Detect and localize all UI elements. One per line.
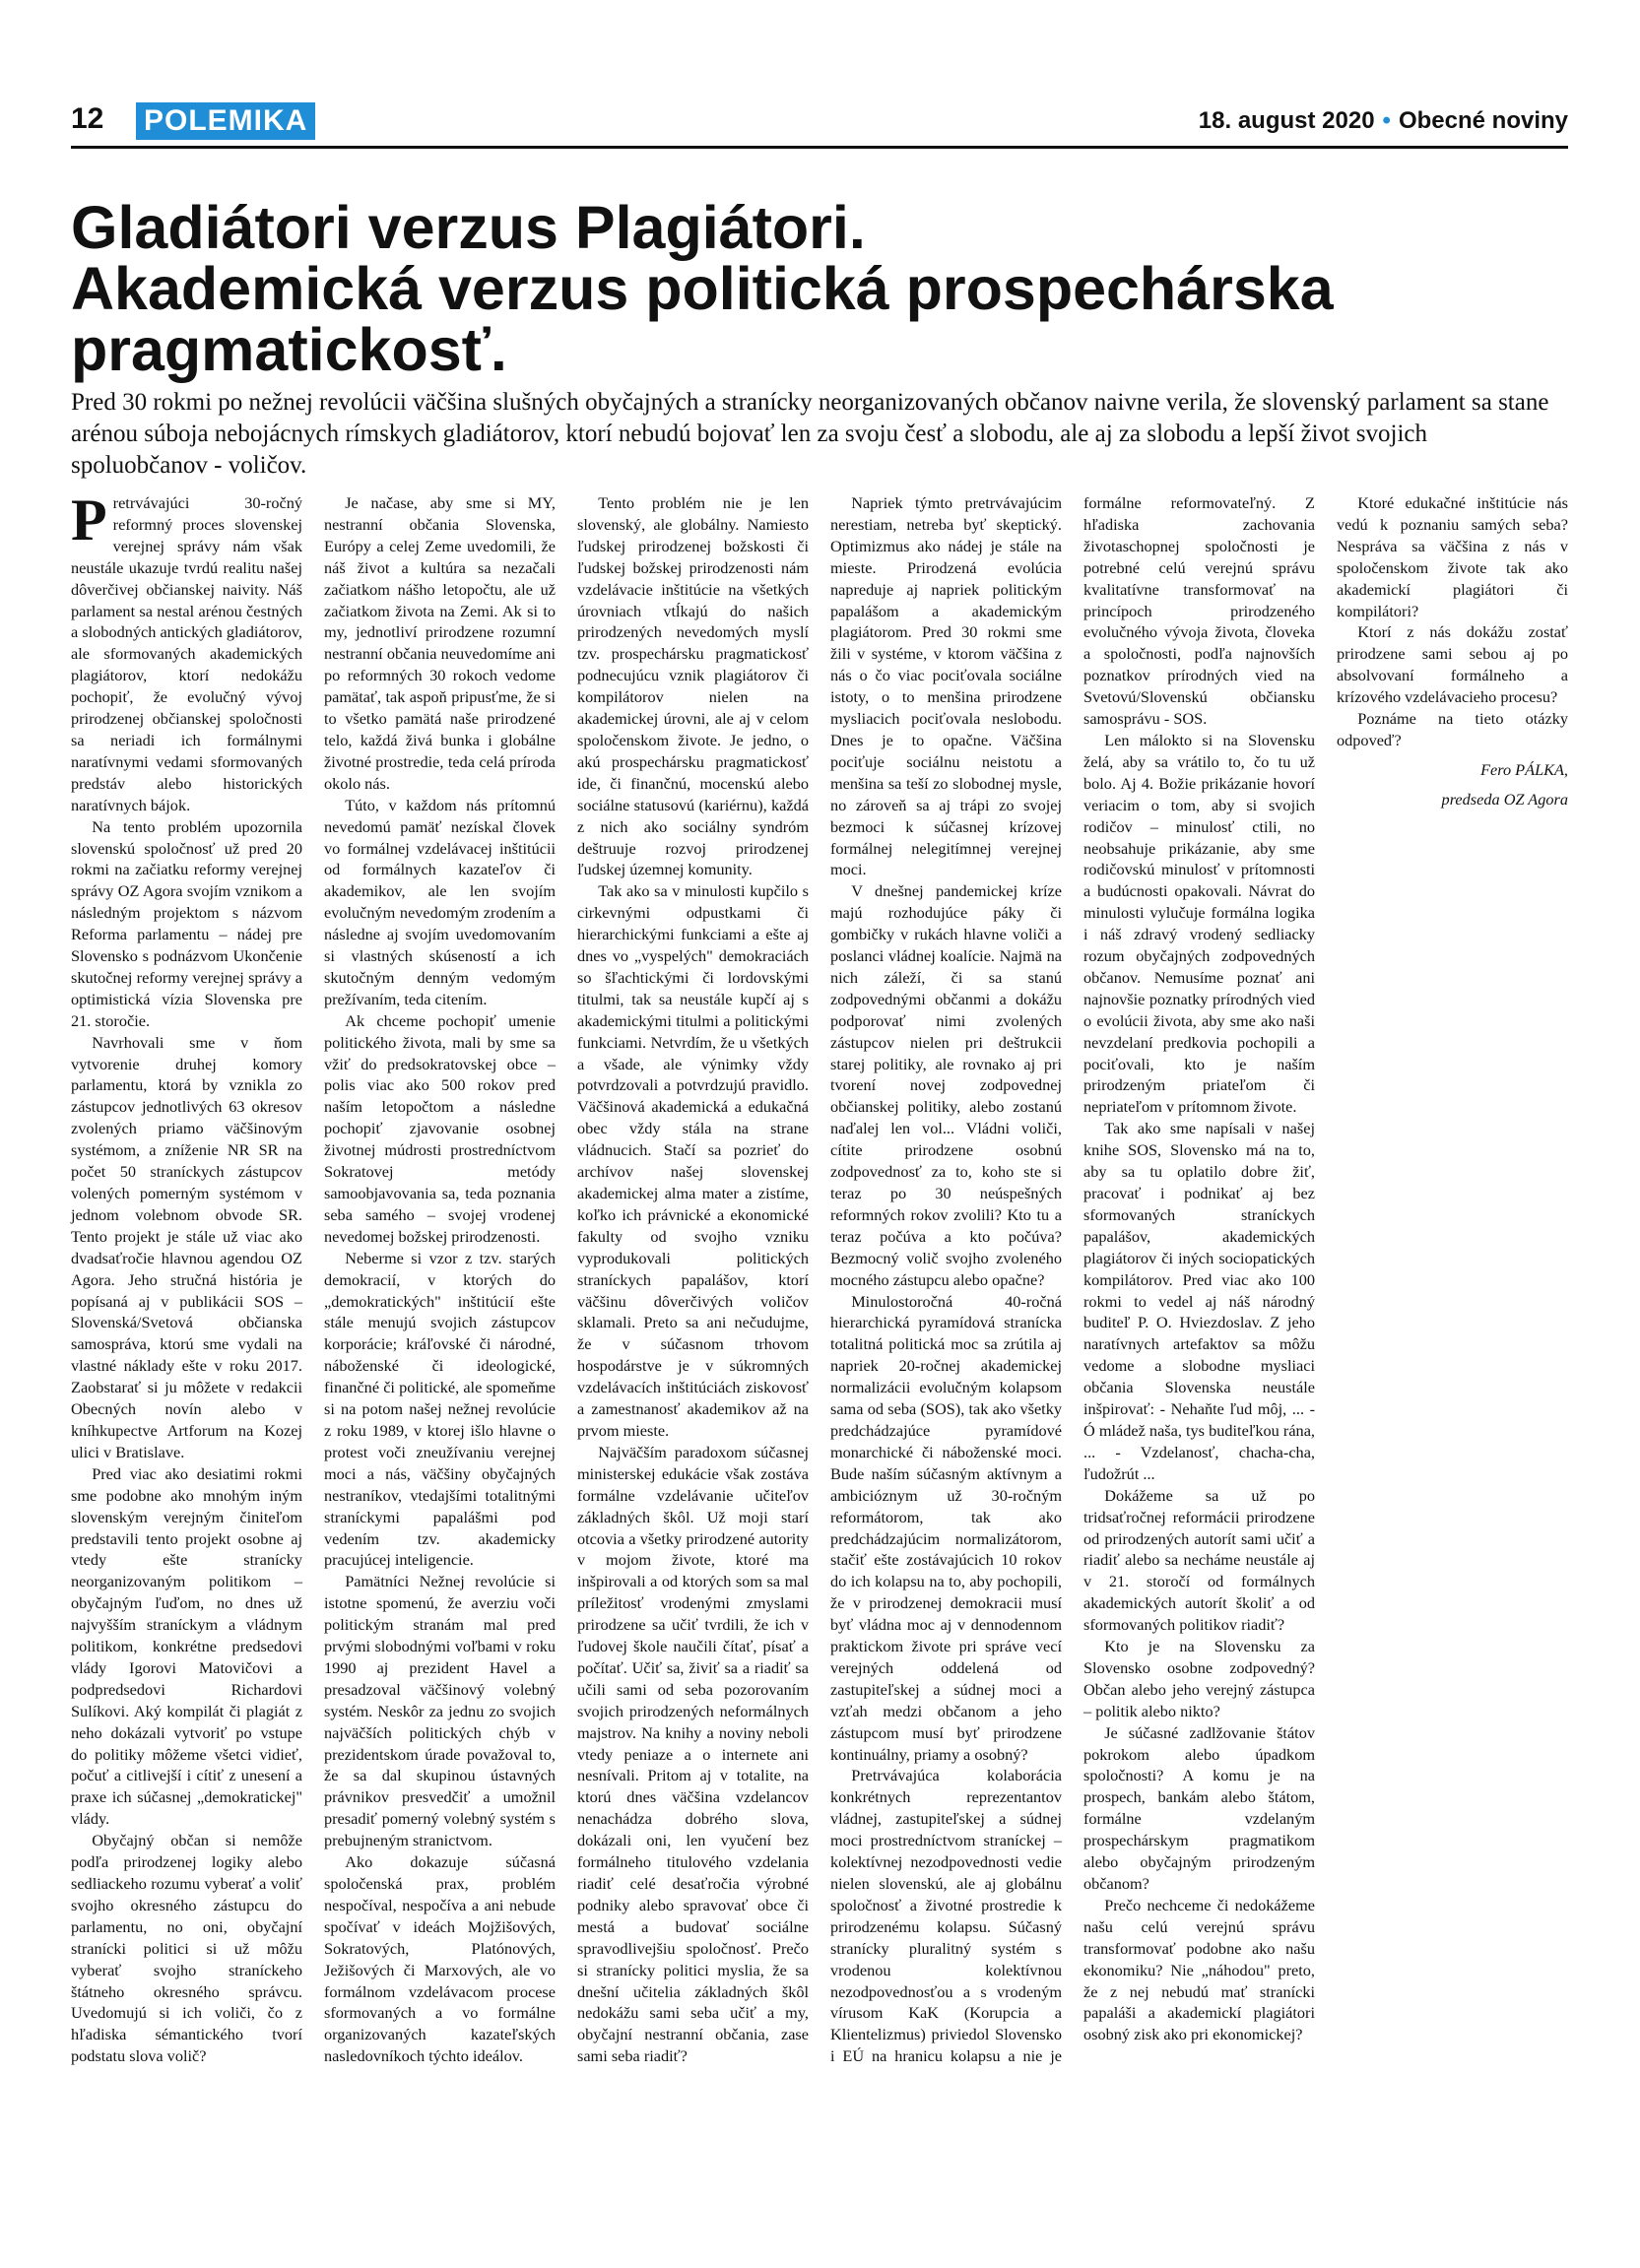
paragraph-text: retrvávajúci 30-ročný reformný proces slovenskej verejnej správy nám však neustále ukazuje tvrdú realitu našej dôverčivej občianskej naivity. Náš parlament sa nestal arénou čestných a slobodných antických gladiátorov, ale sformovaných akademických plagiátorov, ktorí nedokážu pochopiť, že evolučný vývoj prirodzenej občianskej spoločnosti sa neriadi ich formálnymi naratívnymi vedami sformovaných predstáv alebo historických naratívnych bájok. bbox=[71, 493, 302, 814]
issue-date: 18. august 2020 bbox=[1198, 107, 1375, 134]
title-line: pragmatickosť. bbox=[71, 316, 507, 383]
article-paragraph: Je načase, aby sme si MY, nestranní občania Slovenska, Európy a celej Zeme uvedomili, že náš život a kultúra sa nezačali začiatkom nášho letopočtu, ale už začiatkom života na Zemi. Ak si to my, jednotliví prirodzene rozumní nestranní občania neuvedomíme ani po reformných 30 rokoch vedome pamätať, tak aspoň pripusťme, že si to všetko pamätá naše prirodzené telo, každá živá bunka i globálne životné prostredie, teda celá príroda okolo nás. bbox=[324, 493, 556, 793]
article-paragraph: Ktorí z nás dokážu zostať prirodzene sami sebou aj po absolvovaní formálneho a krízového vzdelávacieho procesu? bbox=[1337, 622, 1568, 707]
article-lead: Pred 30 rokmi po nežnej revolúcii väčšina slušných obyčajných a stranícky neorganizovaných občanov naivne verila, že slovenský parlament sa stane arénou súboja nebojácnych rímskych gladiátorov, ktorí nebudú bojovať len za svoju česť a slobodu, ale aj za slobodu a lepší život svojich spoluobčanov - voličov. bbox=[71, 389, 1549, 479]
article-paragraph: Najväčším paradoxom súčasnej ministerskej edukácie však zostáva formálne vzdelávanie učiteľov základných škôl. Už moji starí otcovia a všetky prirodzené autority v mojom živote, ktoré ma inšpirovali a od ktorých som sa mal príležitosť vrodenými zmyslami prirodzene sa učiť tvrdili, že ich v ľudovej škole naučili čítať, písať a počítať. Učiť sa, živiť sa a riadiť sa učili sami od seba pozorovaním svojich prirodzených neformálnych majstrov. Na knihy a noviny neboli vtedy peniaze a o internete ani nesnívali. Pritom aj v totalite, na ktorú dnes väčšina vzdelancov nenachádza dobrého slova, dokázali oni, len vyučení bez formálneho titulového vzdelania riadiť celé desaťročia výrobné podniky alebo spravovať obce či mestá a budovať sociálne spravodlivejšiu spoločnosť. Prečo si stranícky politici myslia, že sa dnešní učitelia základných škôl nedokážu sami seba učiť a my, obyčajní nestranní občania, zase sami seba riadiť? bbox=[577, 1442, 809, 2066]
article-paragraph: Prečo nechceme či nedokážeme našu celú verejnú správu transformovať podobne ako našu ekonomiku? Nie „náhodou" preto, že z nej nebudú mať stranícki papaláši a akademickí plagiátori osobný zisk ako pri ekonomickej? bbox=[1083, 1895, 1315, 2044]
author-role: predseda OZ Agora bbox=[1441, 789, 1568, 809]
article-paragraph: Pamätníci Nežnej revolúcie si istotne spomenú, že averziu voči politickým stranám mal pred prvými slobodnými voľbami v roku 1990 aj prezident Havel a presadzoval väčšinový volebný systém. Neskôr za jednu zo svojich najväčších politických chýb v prezidentskom úrade považoval to, že sa dal skupinou ústavných právnikov presvedčiť a umožnil presadiť pomerný volebný systém s prebujneným stranictvom. bbox=[324, 1572, 556, 1850]
article-paragraph: Minulostoročná 40-ročná hierarchická pyramídová stranícka totalitná politická moc sa zrútila aj napriek 20-ročnej akademickej normalizácii evolučným kolapsom sama od seba (SOS), tak ako všetky predchádzajúce pyramídové monarchické či náboženské moci. Bude naším súčasným aktívnym a ambicióznym už 30-ročným reformátorom, tak ako predchádzajúcim normalizátorom, stačiť ešte zostávajúcich 10 rokov do ich kolapsu na to, aby pochopili, že v prirodzenej demokracii musí byť vládna moc aj v dennodennom praktickom živote pri správe vecí verejných oddelená od zastupiteľskej a súdnej moci a vzťah medzi občanom a jeho zástupcom musí byť prirodzene kontinuálny, priamy a osobný? bbox=[830, 1291, 1062, 1764]
page-header bbox=[71, 102, 1568, 144]
article-title bbox=[71, 194, 1568, 383]
article-paragraph: Napriek týmto pretrvávajúcim nerestiam, netreba byť skeptický. Optimizmus ako nádej je stále na mieste. Prirodzená evolúcia napreduje aj napriek politickým papalášom a akademickým plagiátorom. Pred 30 rokmi sme žili v systéme, v ktorom väčšina z nás o čo viac pociťovala sociálne istoty, o to menšina prirodzene mysliacich pociťovala neslobodu. Dnes je to opačne. Väčšina pociťuje sociálnu neistotu a menšina sa teší zo slobodnej mysle, no zároveň sa aj trápi zo svojej bezmoci k súčasnej krízovej formálnej nelegitímnej verejnej moci. bbox=[830, 493, 1062, 879]
article-paragraph bbox=[71, 487, 302, 816]
article-paragraph: Ak chceme pochopiť umenie politického života, mali by sme sa vžiť do predsokratovskej obce – polis viac ako 500 rokov pred naším letopočtom a následne pochopiť zjavovanie osobnej životnej múdrosti prostredníctvom Sokratovej metódy samoobjavovania sa, teda poznania seba samého – svojej vrodenej nevedomej božskej prirodzenosti. bbox=[324, 1010, 556, 1246]
article-paragraph: Kto je na Slovensku za Slovensko osobne zodpovedný? Občan alebo jeho verejný zástupca – politik alebo nikto? bbox=[1083, 1637, 1315, 1720]
author-signature: Fero PÁLKA, bbox=[1480, 759, 1568, 779]
article-paragraph: Túto, v každom nás prítomnú nevedomú pamäť nezískal človek vo formálnej vzdelávacej inštitúcii od formálnych kazateľov či akademikov, ale len svojím evolučným nevedomým zrodením a následne aj svojím uvedomovaním si vlastných skúseností a ich skutočným denným vedomým prežívaním, teda citením. bbox=[324, 795, 556, 1008]
article-paragraph: Neberme si vzor z tzv. starých demokracií, v ktorých do „demokratických" inštitúcií ešte stále menujú svojich zástupcov korporácie; kráľovské či národné, náboženské či ideologické, finančné či politické, ale spomeňme si na potom našej nežnej revolúcie z roku 1989, v ktorej išlo hlavne o protest voči zneužívaniu verejnej moci a nás, väčšiny obyčajných nestraníkov, vtedajšími totalitnými straníckymi papalášmi pod vedením tzv. akademicky pracujúcej inteligencie. bbox=[324, 1248, 556, 1570]
issue-info bbox=[1199, 102, 1568, 140]
article-paragraph: Ako dokazuje súčasná spoločenská prax, problém nespočíval, nespočíva a ani nebude spočívať v ideách Mojžišových, Sokratových, Platónových, Ježišových či Marxových, ale vo formálnom vzdelávacom procese sformovaných a vo formálne organizovaných kazateľských nasledovníkoch týchto ideálov. bbox=[324, 1852, 556, 2066]
article-paragraph: Dokážeme sa už po tridsaťročnej reformácii prirodzene od prirodzených autorít sami učiť a riadiť alebo sa necháme neustále aj v 21. storočí od formálnych akademických autorít školiť a od sformovaných politikov riadiť? bbox=[1083, 1485, 1315, 1635]
article-paragraph: Pred viac ako desiatimi rokmi sme podobne ako mnohým iným slovenským verejným činiteľom predstavili tento projekt osobne aj vtedy ešte stranícky neorganizovaným politikom – obyčajným ľuďom, no dnes už najvyšším straníckym a vládnym politikom, konkrétne predsedovi vlády Igorovi Matovičovi a podpredsedovi Richardovi Sulíkovi. Aký kompilát či plagiát z neho dokázali vytvoriť po vstupe do politiky môžeme všetci vidieť, počuť a citlivejší i cítiť z unesení a praxe ich súčasnej „demokratickej" vlády. bbox=[71, 1463, 302, 1829]
article-paragraph: Tak ako sme napísali v našej knihe SOS, Slovensko má na to, aby sa tu oplatilo dobre žiť, pracovať i podnikať aj bez sformovaných straníckych papalášov, akademických plagiátorov či iných sociopatických kompilátorov. Pred viac ako 100 rokmi to vedel aj náš národný buditeľ P. O. Hviezdoslav. Z jeho naratívnych artefaktov sa môžu vedome a slobodne mysliaci občania Slovenska neustále inšpirovať: - Nehaňte ľud môj, ... - Ó mládež naša, tys buditeľkou rána, ... - Vzdelanosť, chacha-cha, ľudožrút ... bbox=[1083, 1119, 1315, 1483]
article-paragraph: Obyčajný občan si nemôže podľa prirodzenej logiky alebo sedliackeho rozumu vyberať a voliť svojho okresného zástupcu do parlamentu, no oni, obyčajní stranícki politici si už môžu vyberať svojho straníckeho štátneho okresného správcu. Uvedomujú si ich voliči, čo z hľadiska sémantického tvorí podstatu slova volič? bbox=[71, 1831, 302, 2066]
article-paragraph: Poznáme na tieto otázky odpoveď? bbox=[1337, 709, 1568, 749]
article-paragraph: Na tento problém upozornila slovenskú spoločnosť už pred 20 rokmi na začiatku reformy verejnej správy OZ Agora svojím vznikom a následným projektom s názvom Reforma parlamentu – nádej pre Slovensko s podnázvom Ukončenie skutočnej reformy verejnej správy a optimistická vízia Slovenska pre 21. storočie. bbox=[71, 816, 302, 1030]
article-paragraph: V dnešnej pandemickej kríze majú rozhodujúce páky či gombičky v rukách hlavne voliči a poslanci vládnej koalície. Najmä na nich záleží, či sa stanú zodpovednými občanmi a dokážu podporovať nimi zvolených zástupcov nielen pri deštrukcii starej politiky, ale rovnako aj pri tvorení novej zodpovednej občianskej politiky, alebo zostanú naďalej len vol... Vládni voliči, cítite prirodzene osobnú zodpovednosť za to, koho ste si teraz po 30 neúspešných reformných rokov zvolili? Kto tu a teraz počúva a kto počúva? Bezmocný volič svojho zvoleného mocného zástupcu alebo opačne? bbox=[830, 881, 1062, 1289]
header-rule bbox=[71, 146, 1568, 149]
article-paragraph: Je súčasné zadlžovanie štátov pokrokom alebo úpadkom spoločnosti? A komu je na prospech, bankám alebo štátom, formálne vzdelaným prospechárskym pragmatikom alebo obyčajným prirodzeným občanom? bbox=[1083, 1722, 1315, 1893]
publication-name: Obecné noviny bbox=[1398, 107, 1568, 134]
article-body bbox=[71, 487, 1568, 2088]
article-paragraph: Len málokto si na Slovensku želá, aby sa vrátilo to, čo tu už bolo. Aj 4. Božie prikázanie hovorí veriacim o tom, aby si svojich rodičov – minulosť ctili, no neobsahuje prikázanie, aby sme rodičovskú minulosť v prítomnosti a budúcnosti opakovali. Návrat do minulosti vylučuje formálna logika i náš zdravý vrodený sedliacky rozum obyčajných zodpovedných občanov. Nemusíme poznať ani najnovšie poznatky prírodných vied o evolúcii života, aby sme ako naši nevzdelaní predkovia pochopili a pociťovali, kto je naším prirodzeným priateľom či nepriateľom v prítomnom živote. bbox=[1083, 730, 1315, 1117]
drop-cap: P bbox=[71, 487, 107, 552]
article-paragraph: Tak ako sa v minulosti kupčilo s cirkevnými odpustkami či hierarchickými funkciami a ešte aj dnes vo „vyspelých" demokraciách so šľachtickými či lordovskými titulmi, tak sa neustále kupčí aj s akademickými titulmi a politickými funkciami. Netvrdím, že u všetkých a všade, ale výnimky vždy potvrdzovali a potvrdzujú pravidlo. Väčšinová akademická a edukačná obec vždy stála na strane vládnucich. Stačí sa pozrieť do archívov našej slovenskej akademickej alma mater a zistíme, koľko ich právnické a ekonomické fakulty od svojho vzniku vyprodukovali politických straníckych papalášov, ktorí väčšinu dôverčivých voličov sklamali. Preto sa ani nečudujme, že v súčasnom trhovom hospodárstve je v súkromných vzdelávacích inštitúciách ziskovosť a zamestnanosť akademikov až na prvom mieste. bbox=[577, 881, 809, 1440]
section-label: POLEMIKA bbox=[136, 102, 315, 140]
separator-dot: • bbox=[1382, 107, 1391, 134]
title-line: Akademická verzus politická prospechárska bbox=[71, 255, 1334, 322]
article-paragraph: Navrhovali sme v ňom vytvorenie druhej komory parlamentu, ktorá by vznikla zo zástupcov jednotlivých 63 okresov zvolených priamo väčšinovým systémom, a zníženie NR SR na počet 50 straníckych zástupcov volených pomerným systémom v jednom volebnom obvode SR. Tento projekt je stále už viac ako dvadsaťročie hlavnou agendou OZ Agora. Jeho stručná história je popísaná aj v publikácii SOS – Slovenská/Svetová občianska samospráva, ktorú sme vydali na vlastné náklady ešte v roku 2017. Zaobstarať si ju môžete v redakcii Obecných novín alebo v kníhkupectve Artforum na Kozej ulici v Bratislave. bbox=[71, 1032, 302, 1461]
title-line: Gladiátori verzus Plagiátori. bbox=[71, 194, 866, 261]
article-paragraph: Tento problém nie je len slovenský, ale globálny. Namiesto ľudskej prirodzenej božskosti či ľudskej božskej prirodzenosti nám vzdelávacie inštitúcie na všetkých úrovniach vtĺkajú do našich prirodzených nevedomých myslí tzv. prospechársku pragmatickosť podnecujúcu vznik plagiátorov či kompilátorov nielen na akademickej úrovni, ale aj v celom spoločenskom živote. Je jedno, o akú prospechársku pragmatickosť ide, či finančnú, mocenskú alebo sociálne statusovú (kariérnu), každá z nich ako sociálny syndróm deštruuje rozvoj prirodzenej ľudskej územnej komunity. bbox=[577, 493, 809, 879]
page-number: 12 bbox=[71, 102, 104, 135]
article-paragraph: Pretrvávajúca kolaborácia konkrétnych reprezentantov vládnej, zastupiteľskej a súdnej moci prostredníctvom straníckej – kolektívnej nezodpovednosti vedie nielen slovenskú, ale aj globálnu spoločnosť a životné prostredie k prirodzenému kolapsu. Súčasný stranícky pluralitný systém s vrodenou kolektívnou nezodpovednosťou a s vrodeným vírusom KaK (Korupcia a Klientelizmus) priviedol Slovensko i EÚ na hranicu kolapsu a nie je formálne reformovateľný. Z hľadiska zachovania životaschopnej spoločnosti je potrebné celú verejnú správu kvalitatívne transformovať na princípoch prirodzeného evolučného vývoja života, človeka a spoločnosti, podľa najnovších poznatkov prírodných vied na Svetovú/Slovenskú občiansku samosprávu - SOS. bbox=[830, 493, 1315, 2066]
article-paragraph: Ktoré edukačné inštitúcie nás vedú k poznaniu samých seba? Nespráva sa väčšina z nás v spoločenskom živote tak ako akademickí plagiátori či kompilátori? bbox=[1337, 493, 1568, 620]
